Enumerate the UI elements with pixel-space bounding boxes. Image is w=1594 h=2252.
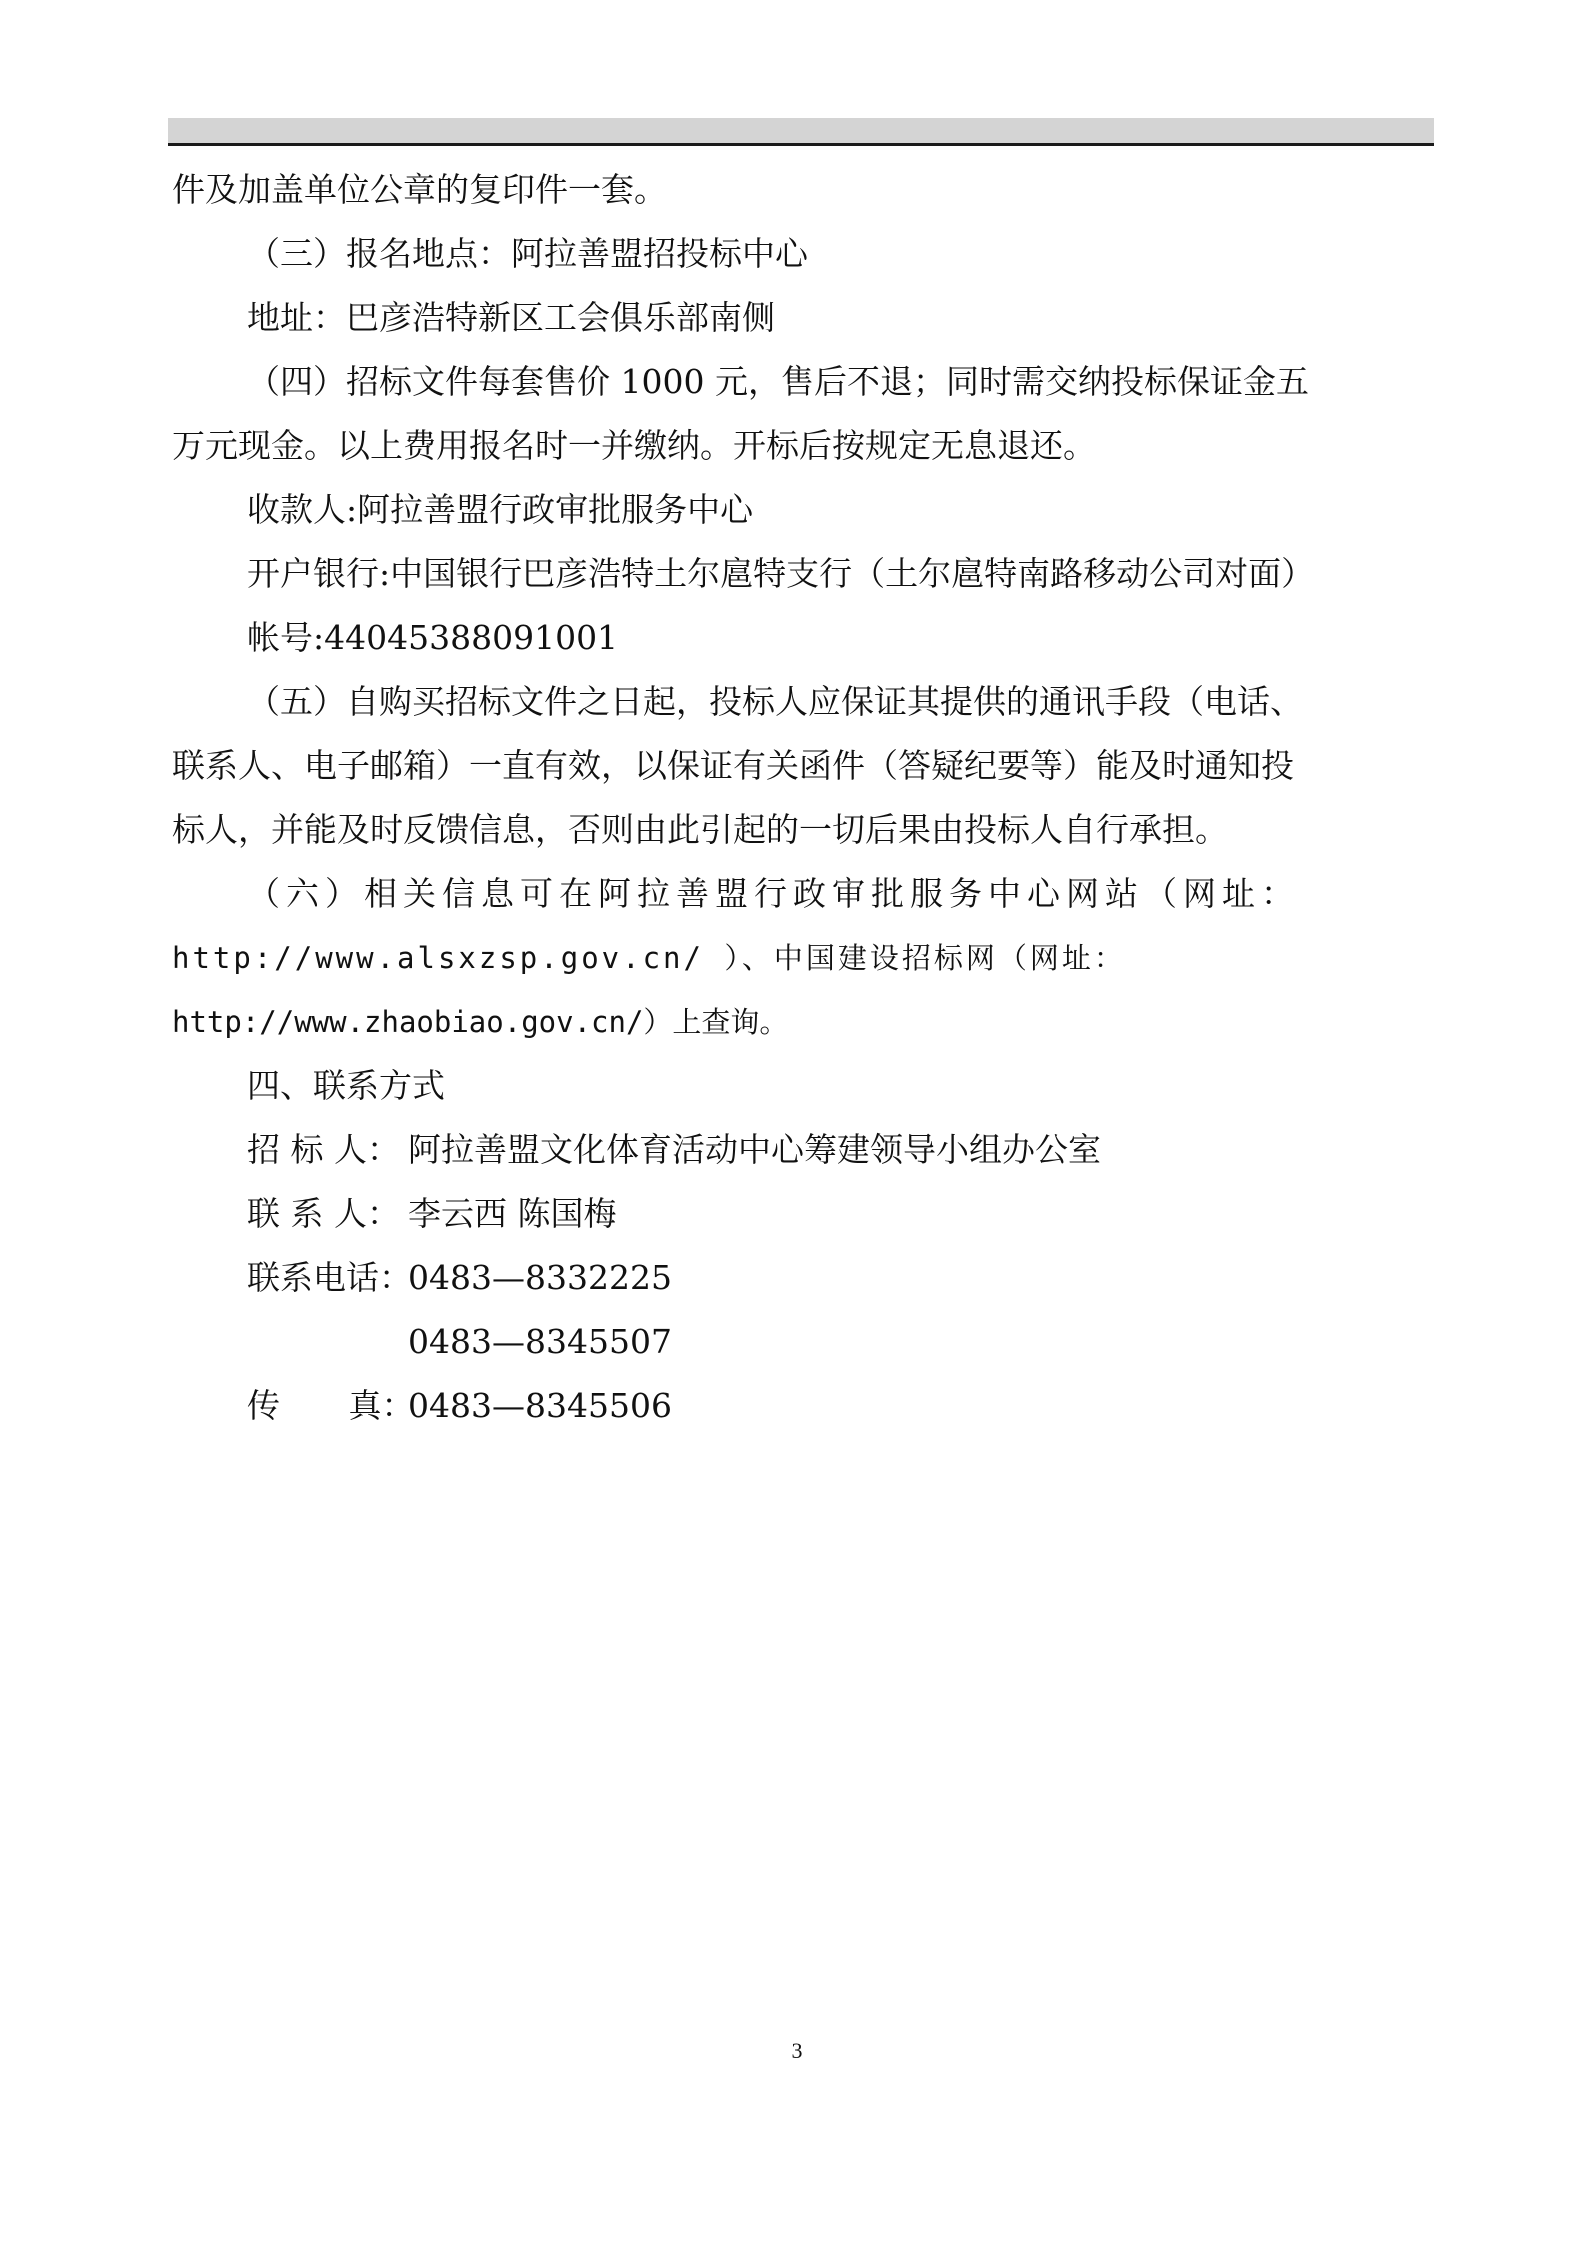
communication-clause-line: 联系人、电子邮箱）一直有效，以保证有关函件（答疑纪要等）能及时通知投 bbox=[172, 746, 1294, 785]
info-clause-line: （六）相关信息可在阿拉善盟行政审批服务中心网站（网址： bbox=[247, 874, 1300, 913]
address: 地址：巴彦浩特新区工会俱乐部南侧 bbox=[247, 298, 775, 337]
communication-clause-line: （五）自购买招标文件之日起，投标人应保证其提供的通讯手段（电话、 bbox=[247, 682, 1303, 721]
tenderer-row bbox=[247, 1130, 1101, 1170]
tenderer-value: 阿拉善盟文化体育活动中心筹建领导小组办公室 bbox=[408, 1130, 1101, 1169]
price-clause-line: 万元现金。以上费用报名时一并缴纳。开标后按规定无息退还。 bbox=[172, 426, 1096, 465]
paragraph-line: 件及加盖单位公章的复印件一套。 bbox=[172, 170, 667, 209]
phone-row bbox=[247, 1258, 672, 1298]
phone-row-2 bbox=[247, 1322, 672, 1362]
price-clause-line: （四）招标文件每套售价 1000 元，售后不退；同时需交纳投标保证金五 bbox=[247, 362, 1309, 401]
contact-value: 李云西 陈国梅 bbox=[408, 1194, 617, 1233]
phone-value-2: 0483—8345507 bbox=[408, 1322, 672, 1361]
payee: 收款人:阿拉善盟行政审批服务中心 bbox=[247, 490, 754, 529]
page-header-bar bbox=[168, 118, 1434, 146]
communication-clause-line: 标人，并能及时反馈信息，否则由此引起的一切后果由投标人自行承担。 bbox=[172, 810, 1228, 849]
phone-label: 联系电话： bbox=[247, 1258, 412, 1297]
info-clause-url-line: http://www.alsxzsp.gov.cn/ ）、中国建设招标网（网址： bbox=[172, 941, 1126, 975]
section-heading-contact: 四、联系方式 bbox=[247, 1066, 445, 1105]
contact-label: 联 系 人： bbox=[247, 1194, 400, 1233]
bank: 开户银行:中国银行巴彦浩特土尔扈特支行（土尔扈特南路移动公司对面） bbox=[247, 554, 1315, 593]
contact-row bbox=[247, 1194, 617, 1234]
fax-row bbox=[247, 1386, 672, 1426]
registration-location: （三）报名地点：阿拉善盟招投标中心 bbox=[247, 234, 808, 273]
fax-label: 传 真： bbox=[247, 1386, 415, 1425]
tenderer-label: 招 标 人： bbox=[247, 1130, 400, 1169]
page-number: 3 bbox=[791, 2038, 803, 2063]
info-clause-url-line: http://www.zhaobiao.gov.cn/）上查询。 bbox=[172, 1005, 789, 1039]
account-number: 帐号:44045388091001 bbox=[247, 618, 619, 657]
phone-value-1: 0483—8332225 bbox=[408, 1258, 672, 1297]
fax-value: 0483—8345506 bbox=[408, 1386, 672, 1425]
